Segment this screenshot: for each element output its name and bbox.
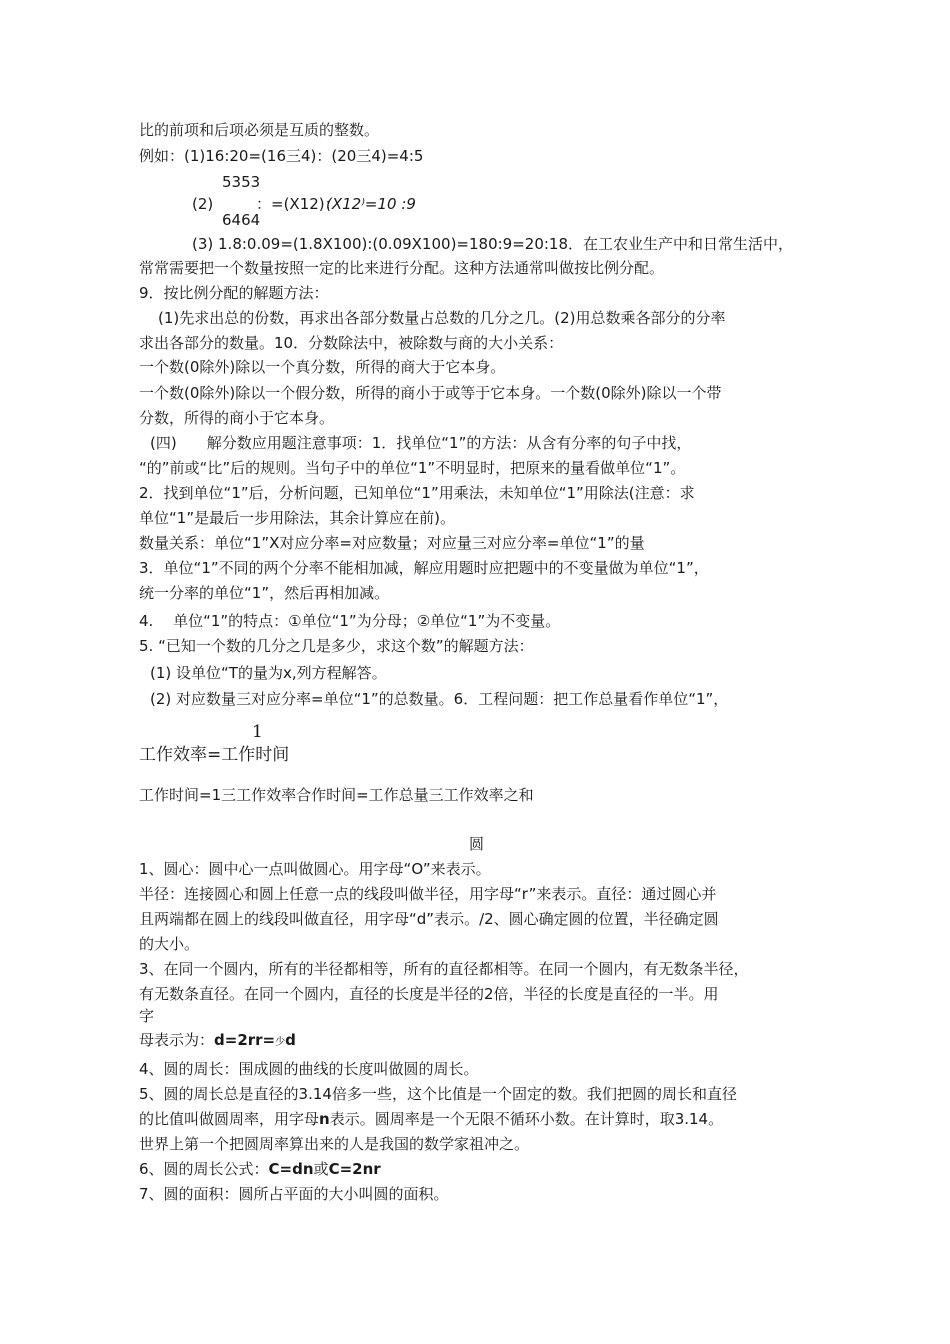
formula-label: 母表示为： bbox=[139, 1031, 215, 1049]
formula-diameter-symbol: d bbox=[285, 1031, 296, 1049]
fraction-numerators: 5353 bbox=[222, 173, 261, 191]
text-line: 3、在同一个圆内，所有的半径都相等，所有的直径都相等。在同一个圆内，有无数条半径， bbox=[139, 960, 749, 978]
text-line: 且两端都在圆上的线段叫做直径，用字母“d”表示。/2、圆心确定圆的位置，半径确定圆 bbox=[139, 910, 719, 928]
text-line: 求出各部分的数量。10．分数除法中，被除数与商的大小关系： bbox=[139, 334, 564, 352]
text-line: 5. “已知一个数的几分之几是多少，求这个数”的解题方法： bbox=[139, 637, 534, 655]
formula-line bbox=[139, 1030, 296, 1053]
formula-fraction-glyph: 少 bbox=[275, 1037, 286, 1048]
text-line: (2) 对应数量三对应分率=单位“1”的总数量。6．工程问题：把工作总量看作单位“1”， bbox=[150, 690, 729, 708]
text-line: 9．按比例分配的解题方法： bbox=[139, 284, 329, 302]
formula-label: 6、圆的周长公式： bbox=[139, 1160, 269, 1178]
formula-connector: 或 bbox=[313, 1160, 329, 1178]
text-line: 3．单位“1”不同的两个分率不能相加减，解应用题时应把题中的不变量做为单位“1”， bbox=[139, 559, 709, 577]
text-line: 比的前项和后项必须是互质的整数。 bbox=[139, 121, 380, 139]
text-line: 7、圆的面积：圆所占平面的大小叫圆的面积。 bbox=[139, 1185, 449, 1203]
text-line: ：=(X12)： bbox=[256, 195, 340, 213]
text-line: 例如：(1)16:20=(16三4)：(20三4)=4:5 bbox=[139, 147, 424, 165]
text-line: 统一分率的单位“1”，然后再相加减。 bbox=[139, 584, 390, 602]
text-line: 半径：连接圆心和圆上任意一点的线段叫做半径，用字母“r”来表示。直径：通过圆心并 bbox=[139, 885, 717, 903]
circumference-formula-1: C=dn bbox=[268, 1160, 314, 1178]
text-segment: 表示。圆周率是一个无限不循环小数。在计算时，取3.14。 bbox=[329, 1110, 724, 1128]
circumference-formula-2: C=2nr bbox=[328, 1160, 381, 1178]
text-line: 常常需要把一个数量按照一定的比来进行分配。这种方法通常叫做按比例分配。 bbox=[139, 259, 665, 277]
text-line: (1) 设单位“T的量为x,列方程解答。 bbox=[150, 664, 387, 682]
text-line: 5、圆的周长总是直径的3.14倍多一些，这个比值是一个固定的数。我们把圆的周长和直径 bbox=[139, 1085, 737, 1103]
text-line: 4、圆的周长：围成圆的曲线的长度叫做圆的周长。 bbox=[139, 1060, 479, 1078]
text-segment: 的比值叫做圆周率，用字母 bbox=[139, 1110, 320, 1128]
text-line: (1)先求出总的份数，再求出各部分数量占总数的几分之几。(2)用总数乘各部分的分率 bbox=[158, 309, 726, 327]
text-line: 数量关系：单位“1”X对应分率=对应数量；对应量三对应分率=单位“1”的量 bbox=[139, 534, 645, 552]
text-line: 分数，所得的商小于它本身。 bbox=[139, 409, 335, 427]
text-line: 世界上第一个把圆周率算出来的人是我国的数学家祖冲之。 bbox=[139, 1135, 530, 1153]
text-line: 单位“1”是最后一步用除法，其余计算应在前)。 bbox=[139, 509, 455, 527]
text-line: (2) bbox=[192, 195, 214, 213]
fraction-numerator: 1 bbox=[252, 722, 263, 742]
text-line: 2．找到单位“1”后，分析问题，已知单位“1”用乘法，未知单位“1”用除法(注意：求 bbox=[139, 484, 695, 502]
formula-line: 工作效率=工作时间 bbox=[139, 745, 290, 765]
section-heading: 圆 bbox=[469, 835, 485, 853]
formula-diameter: d=2rr= bbox=[214, 1031, 276, 1049]
pi-symbol: n bbox=[319, 1110, 330, 1128]
text-line: 1、圆心：圆中心一点叫做圆心。用字母“O”来表示。 bbox=[139, 860, 491, 878]
text-line: 一个数(0除外)除以一个真分数，所得的商大于它本身。 bbox=[139, 358, 506, 376]
text-line: 4. 单位“1”的特点：①单位“1”为分母；②单位“1”为不变量。 bbox=[139, 612, 561, 630]
text-line: (X12⁾=10 :9 bbox=[326, 195, 416, 213]
text-line: 一个数(0除外)除以一个假分数，所得的商小于或等于它本身。一个数(0除外)除以一个带 bbox=[139, 384, 722, 402]
formula-line bbox=[139, 1159, 381, 1179]
text-line: (3) 1.8:0.09=(1.8X100):(0.09X100)=180:9=20:18．在工农业生产中和日常生活中， bbox=[192, 235, 794, 253]
text-line: “的”前或“比”后的规则。当句子中的单位“1”不明显时，把原来的量看做单位“1”。 bbox=[139, 459, 686, 477]
text-line: 有无数条直径。在同一个圆内，直径的长度是半径的2倍，半径的长度是直径的一半。用 bbox=[139, 985, 719, 1003]
text-line: 字 bbox=[139, 1007, 155, 1025]
text-line: 的大小。 bbox=[139, 935, 200, 953]
text-line: (四) 解分数应用题注意事项：1．找单位“1”的方法：从含有分率的句子中找， bbox=[150, 434, 692, 452]
text-line bbox=[139, 1109, 723, 1129]
formula-line: 工作时间=1三工作效率合作时间=工作总量三工作效率之和 bbox=[139, 786, 534, 804]
fraction-denominators: 6464 bbox=[222, 211, 261, 229]
